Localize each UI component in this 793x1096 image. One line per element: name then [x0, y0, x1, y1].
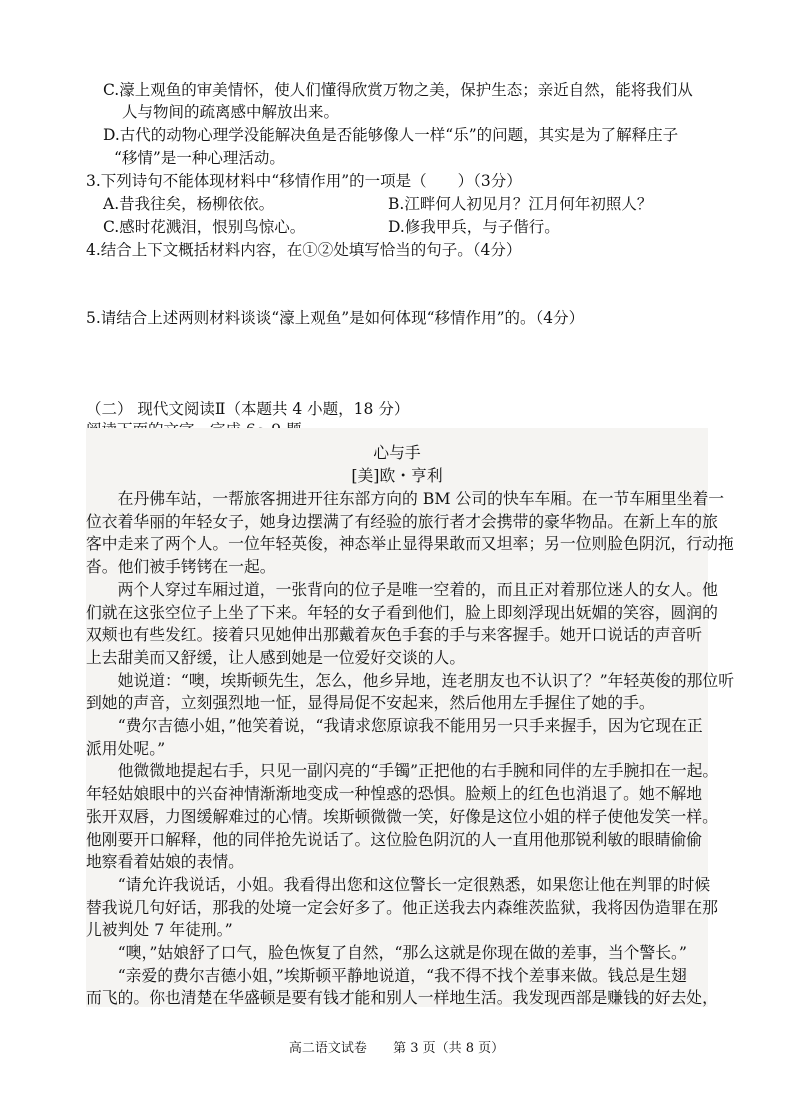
- passage-line: 上去甜美而又舒缓，让人感到她是一位爱好交谈的人。: [86, 647, 466, 667]
- q3-option-d: D.修我甲兵，与子偕行。: [388, 218, 560, 236]
- q3-option-b: B.江畔何人初见月？江月何年初照人？: [388, 195, 653, 213]
- passage-line: 沓。他们被手铐铐在一起。: [86, 557, 276, 577]
- passage-line: 替我说几句好话，那我的处境一定会好多了。他正送我去内森维茨监狱，我将因伪造罪在那: [86, 897, 718, 917]
- passage-line: 而飞的。你也清楚在华盛顿是要有钱才能和别人一样地生活。我发现西部是赚钱的好去处，: [86, 988, 718, 1008]
- footer-subject: 高二语文试卷: [288, 1041, 367, 1056]
- q3-option-c: C.感时花溅泪，恨别鸟惊心。: [103, 218, 306, 236]
- passage-line: 双颊也有些发红。接着只见她伸出那戴着灰色手套的手与来客握手。她开口说话的声音听: [86, 625, 703, 645]
- passage-line: 客中走来了两个人。一位年轻英俊，神态举止显得果敢而又坦率；另一位则脸色阴沉，行动拖: [86, 534, 734, 554]
- passage-line: 地察看着姑娘的表情。: [86, 852, 244, 872]
- passage-line: 位衣着华丽的年轻女子，她身边摆满了有经验的旅行者才会携带的豪华物品。在新上车的旅: [86, 511, 718, 531]
- passage-line: 儿被判处 7 年徒刑。”: [86, 920, 233, 940]
- passage-line: “费尔吉德小姐，”他笑着说，“我请求您原谅我不能用另一只手来握手，因为它现在正: [86, 716, 703, 735]
- q2-option-d-line1: D.古代的动物心理学没能解决鱼是否能够像人一样“乐”的问题，其实是为了解释庄子: [103, 126, 679, 144]
- passage-line: “噢，”姑娘舒了口气，脸色恢复了自然，“那么这就是你现在做的差事，当个警长。”: [86, 943, 687, 962]
- q3-stem: 3.下列诗句不能体现材料中“移情作用”的一项是（ ）（3分）: [86, 172, 522, 190]
- q2-option-c-line2: 人与物间的疏离感中解放出来。: [122, 103, 340, 121]
- passage-line: 她说道：“噢，埃斯顿先生，怎么，他乡异地，连老朋友也不认识了？”年轻英俊的那位听: [86, 670, 735, 690]
- passage-line: 们就在这张空位子上坐了下来。年轻的女子看到他们，脸上即刻浮现出妩媚的笑容，圆润的: [86, 602, 718, 622]
- passage-line: “请允许我说话，小姐。我看得出您和这位警长一定很熟悉，如果您让他在判罪的时候: [86, 874, 711, 894]
- q2-option-c-line1: C.濠上观鱼的审美情怀，使人们懂得欣赏万物之美，保护生态；亲近自然，能将我们从: [103, 81, 693, 99]
- q2-option-d-line2: “移情”是一种心理活动。: [114, 149, 285, 167]
- passage-line: 他刚要开口解释，他的同伴抢先说话了。这位脸色阴沉的人一直用他那锐利敏的眼睛偷偷: [86, 829, 703, 849]
- passage-line: “亲爱的费尔吉德小姐，”埃斯顿平静地说道，“我不得不找个差事来做。钱总是生翅: [86, 965, 687, 985]
- q4-stem: 4.结合上下文概括材料内容，在①②处填写恰当的句子。（4分）: [86, 241, 522, 259]
- q5-stem: 5.请结合上述两则材料谈谈“濠上观鱼”是如何体现“移情作用”的。（4分）: [86, 309, 585, 327]
- passage-line: 到她的声音，立刻强烈地一怔，显得局促不安起来，然后他用左手握住了她的手。: [86, 693, 655, 713]
- passage-line: 年轻姑娘眼中的兴奋神情渐渐地变成一种惶惑的恐惧。脸颊上的红色也消退了。她不解地: [86, 784, 703, 804]
- page-footer: [0, 1037, 793, 1056]
- section-heading: （二） 现代文阅读Ⅱ（本题共 4 小题，18 分）: [86, 400, 410, 418]
- passage-line: 两个人穿过车厢过道，一张背向的位子是唯一空着的，而且正对着那位迷人的女人。他: [86, 579, 718, 599]
- passage-line: 在丹佛车站，一帮旅客拥进开往东部方向的 BM 公司的快车车厢。在一节车厢里坐着一: [86, 489, 725, 508]
- q3-option-a: A.昔我往矣，杨柳依依。: [103, 195, 275, 213]
- passage-line: 张开双唇，力图缓解难过的心情。埃斯顿微微一笑，好像是这位小姐的样子使他发笑一样。: [86, 806, 718, 826]
- passage-title: 心与手: [373, 443, 421, 462]
- passage-author: [美]欧・亨利: [351, 466, 443, 485]
- passage-line: 派用处呢。”: [86, 738, 166, 758]
- footer-page-info: 第 3 页（共 8 页）: [393, 1041, 505, 1056]
- passage-line: 他微微地提起右手，只见一副闪亮的“手镯”正把他的右手腕和同伴的左手腕扣在一起。: [86, 761, 719, 781]
